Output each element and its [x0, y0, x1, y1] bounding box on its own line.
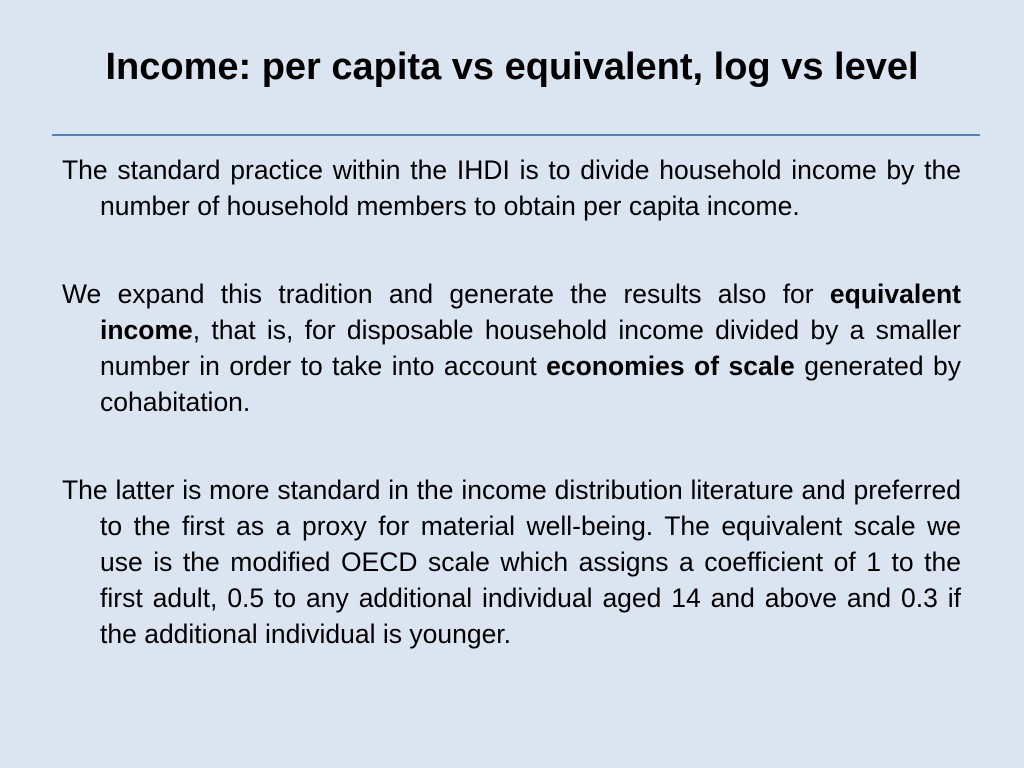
- paragraph-text: , that is, for disposable household income divided by a smaller number in order to take into account: [100, 315, 961, 381]
- term-economies-of-scale: economies of scale: [546, 351, 795, 381]
- slide-body: [62, 152, 961, 652]
- paragraph-per-capita: The standard practice within the IHDI is to divide household income by the number of household members to obtain per capita income.: [62, 155, 961, 221]
- title-divider: [52, 134, 980, 136]
- paragraph-text: We expand this tradition and generate the results also for: [62, 279, 830, 309]
- slide-title: Income: per capita vs equivalent, log vs level: [105, 46, 919, 88]
- paragraph-text: generated by cohabitation.: [100, 351, 961, 417]
- paragraph-oecd-scale: The latter is more standard in the income distribution literature and preferred to the first as a proxy for material well-being. The equivalent scale we use is the modified OECD scale which assigns a coefficient of 1 to the first adult, 0.5 to any additional individual aged 14 and above and 0.3 if the additional individual is younger.: [62, 475, 961, 649]
- term-equivalent-income: equivalent income: [100, 279, 961, 345]
- paragraph-equivalent-income: [62, 276, 961, 420]
